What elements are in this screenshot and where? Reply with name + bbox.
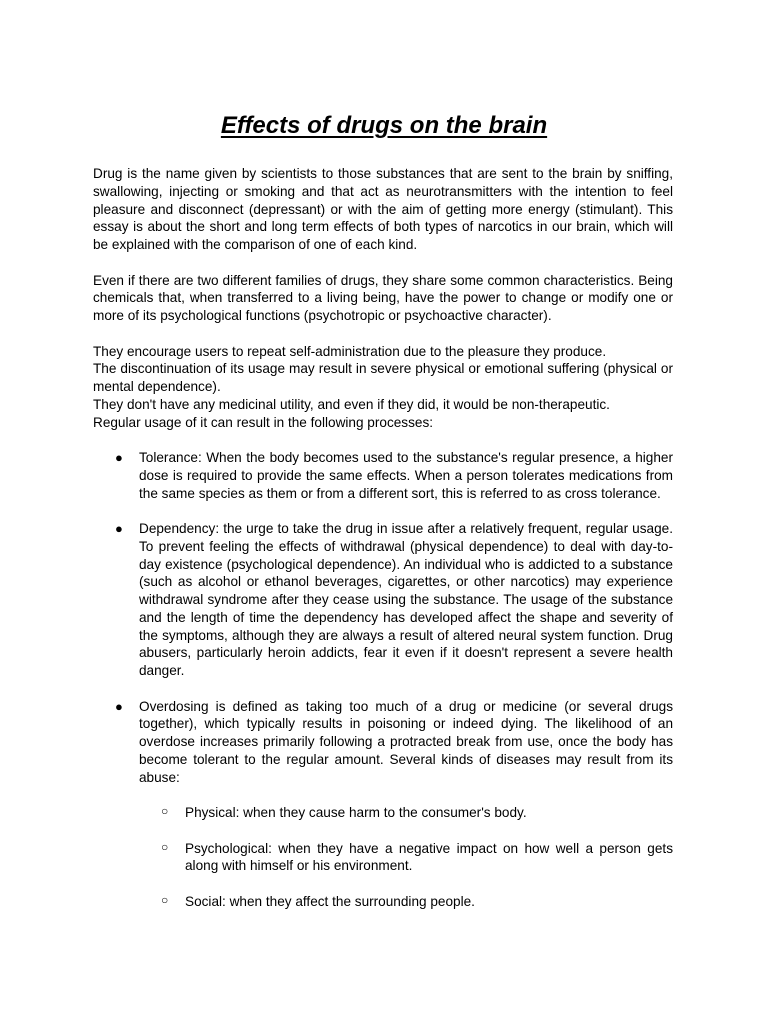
process-list [93,449,673,786]
list-item-text: Tolerance: When the body becomes used to the substance's regular presence, a higher dose is required to provide the same effects. When a person tolerates medications from the same species as them or from a different sort, this is referred to as cross tolerance. [139,450,673,501]
intro-paragraph: Drug is the name given by scientists to those substances that are sent to the brain by sniffing, swallowing, injecting or smoking and that act as neurotransmitters with the intention to feel pleasure and disconnect (depressant) or with the aim of getting more energy (stimulant). This essay is about the short and long term effects of both types of narcotics in our brain, which will be explained with the comparison of one of each kind. [93,166,673,252]
list-item-text: Dependency: the urge to take the drug in issue after a relatively frequent, regular usage. To prevent feeling the effects of withdrawal (physical dependence) to deal with day-to-day existence (psychological dependence). An individual who is addicted to a substance (such as alcohol or ethanol beverages, cigarettes, or other narcotics) may experience withdrawal syndrome after they cease using the substance. The usage of the substance and the length of time the dependency has developed affect the shape and severity of the symptoms, although they are always a result of altered neural system function. Drug abusers, particularly heroin addicts, fear it even if it doesn't represent a severe health danger. [139,521,673,678]
disease-list [93,804,673,911]
hollow-bullet-icon: ○ [161,804,169,818]
sub-list-item-psychological [93,840,673,876]
hollow-bullet-icon: ○ [161,892,169,907]
characteristics-paragraph: Even if there are two different families of drugs, they share some common characteristics. Being chemicals that, when transferred to a living being, have the power to change or modify one or more of its psychological functions (psychotropic or psychoactive character). [93,272,673,323]
sub-list-item-text: Physical: when they cause harm to the consumer's body. [185,805,527,820]
hollow-bullet-icon: ○ [161,839,169,854]
bullet-icon: ● [115,450,123,465]
sub-list-item-physical [93,804,673,822]
document-body [93,165,673,928]
list-item-overdosing [93,698,673,787]
sub-list-item-social [93,893,673,911]
sub-list-item-text: Psychological: when they have a negative impact on how well a person gets along with himself or his environment. [185,840,673,874]
list-item-tolerance [93,449,673,502]
sub-list-item-text: Social: when they affect the surrounding people. [185,893,475,909]
discontinuation-line: The discontinuation of its usage may result in severe physical or emotional suffering (physical or mental dependence). [93,361,673,394]
regular-usage-line: Regular usage of it can result in the following processes: [93,414,434,430]
list-item-dependency [93,520,673,680]
bullet-icon: ● [115,698,123,714]
list-item-text: Overdosing is defined as taking too much of a drug or medicine (or several drugs together), which typically results in poisoning or indeed dying. The likelihood of an overdose increases primarily following a protracted break from use, once the body has become tolerant to the regular amount. Several kinds of diseases may result from its abuse: [139,698,673,785]
document-title: Effects of drugs on the brain [220,112,548,139]
bullet-icon: ● [115,521,123,536]
self-administration-line: They encourage users to repeat self-administration due to the pleasure they produce. [93,343,607,359]
medicinal-utility-line: They don't have any medicinal utility, and even if they did, it would be non-therapeutic. [93,396,610,412]
